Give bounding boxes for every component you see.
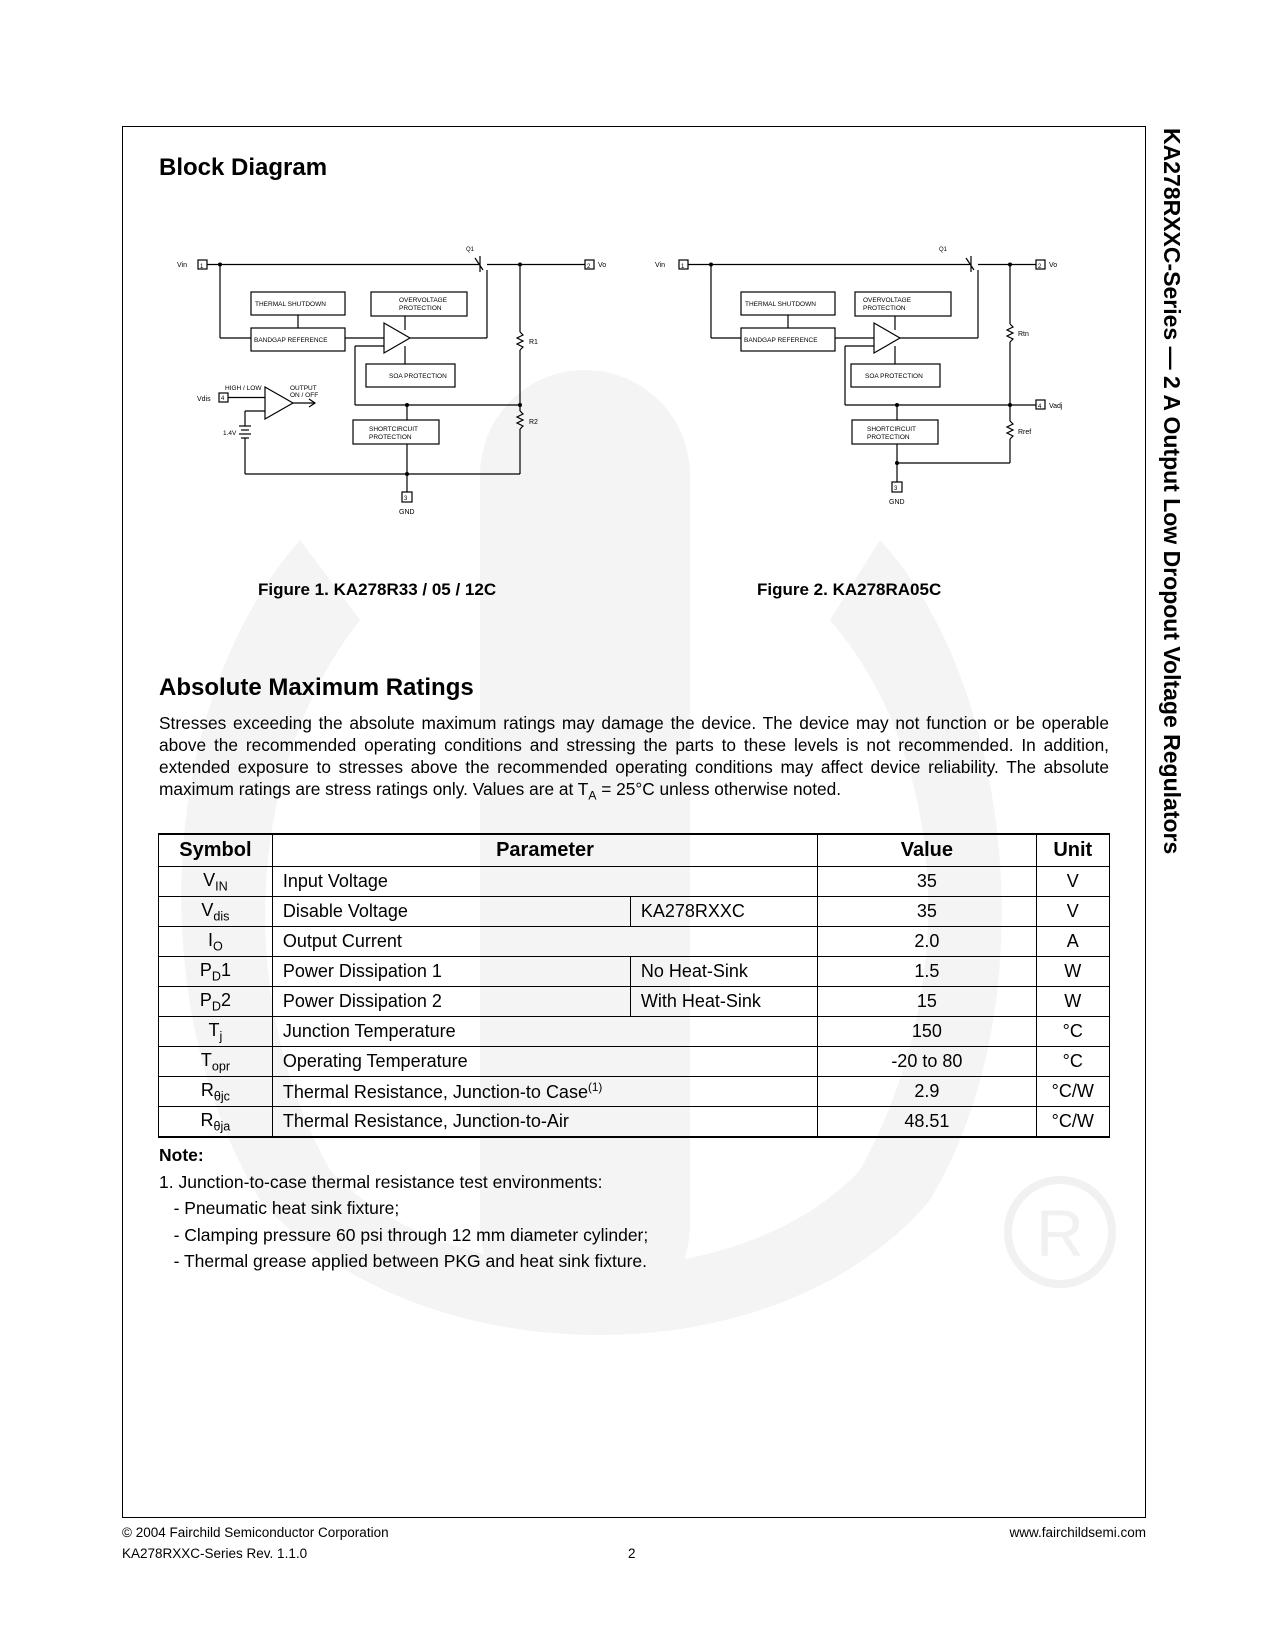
- ratings-table: [158, 833, 1110, 1138]
- fig1-output1: OUTPUT: [290, 385, 317, 392]
- fig2-ov2: PROTECTION: [863, 305, 906, 312]
- value-cell: 35: [818, 897, 1036, 927]
- fig2-rtn: Rtn: [1018, 331, 1029, 338]
- fig2-vadj: Vadj: [1049, 403, 1063, 410]
- figure2-caption: Figure 2. KA278RA05C: [757, 580, 942, 599]
- footer-page-number: 2: [628, 1546, 636, 1561]
- fig1-pin1: 1: [200, 264, 204, 270]
- fig2-gnd: GND: [889, 499, 905, 506]
- table-row: [159, 957, 1110, 987]
- table-row: [159, 927, 1110, 957]
- intro-tail: = 25°C unless otherwise noted.: [596, 779, 842, 799]
- symbol-cell: $R_{\theta ja}$: [159, 1107, 273, 1138]
- value-cell: 15: [818, 987, 1036, 1017]
- fig2-pin1: 1: [681, 264, 685, 270]
- parameter-cell: Input Voltage: [272, 867, 817, 897]
- symbol-cell: $P_D1$: [159, 957, 273, 987]
- unit-cell: A: [1036, 927, 1109, 957]
- unit-cell: V: [1036, 867, 1109, 897]
- fig2-pin3: 3: [894, 486, 898, 492]
- ratings-intro-paragraph: [159, 712, 1109, 806]
- fig1-thermal: THERMAL SHUTDOWN: [255, 301, 326, 308]
- fig1-sc2: PROTECTION: [369, 434, 412, 441]
- table-row: [159, 1047, 1110, 1077]
- parameter-cell: Thermal Resistance, Junction-to Case$^{(1)}$: [272, 1077, 817, 1107]
- unit-cell: °C: [1036, 1017, 1109, 1047]
- parameter-cell: Operating Temperature: [272, 1047, 817, 1077]
- footer-doc-rev: KA278RXXC-Series Rev. 1.1.0: [122, 1546, 308, 1561]
- fig1-vdis: Vdis: [197, 396, 211, 403]
- condition-cell: With Heat-Sink: [630, 987, 817, 1017]
- fig1-r2: R2: [529, 419, 538, 426]
- parameter-cell: Output Current: [272, 927, 817, 957]
- table-row: [159, 867, 1110, 897]
- notes-section: [159, 1142, 648, 1275]
- fig2-ov1: OVERVOLTAGE: [863, 297, 912, 304]
- figure2-diagram: [655, 247, 1115, 548]
- registered-mark: R: [1036, 1196, 1084, 1270]
- fig2-rref: Rref: [1018, 429, 1032, 436]
- unit-cell: °C/W: [1036, 1107, 1109, 1138]
- symbol-cell: $P_D2$: [159, 987, 273, 1017]
- fig1-output2: ON / OFF: [290, 392, 319, 399]
- fig1-ov2: PROTECTION: [399, 305, 442, 312]
- fig2-q1: Q1: [939, 247, 948, 253]
- fig1-bandgap: BANDGAP REFERENCE: [254, 337, 328, 344]
- absolute-max-ratings-heading: Absolute Maximum Ratings: [159, 674, 474, 701]
- note-line: 1. Junction-to-case thermal resistance test environments:: [159, 1171, 603, 1192]
- value-cell: 1.5: [818, 957, 1036, 987]
- parameter-cell: Power Dissipation 2: [272, 987, 630, 1017]
- fig1-pin4: 4: [221, 396, 225, 402]
- table-row: [159, 987, 1110, 1017]
- symbol-cell: $V_{dis}$: [159, 897, 273, 927]
- header-value: Value: [818, 834, 1036, 867]
- value-cell: 35: [818, 867, 1036, 897]
- fig1-gnd: GND: [399, 509, 415, 516]
- footer-url[interactable]: www.fairchildsemi.com: [1009, 1525, 1146, 1540]
- unit-cell: W: [1036, 987, 1109, 1017]
- fig1-vo: Vo: [598, 262, 607, 269]
- fig1-vin: Vin: [177, 262, 187, 269]
- fig2-thermal: THERMAL SHUTDOWN: [745, 301, 816, 308]
- fig1-q1: Q1: [466, 247, 475, 253]
- footer-copyright: © 2004 Fairchild Semiconductor Corporation: [122, 1525, 389, 1540]
- fig2-vo: Vo: [1049, 262, 1058, 269]
- value-cell: 2.0: [818, 927, 1036, 957]
- fig2-pin4: 4: [1038, 404, 1042, 410]
- figure1-caption: Figure 1. KA278R33 / 05 / 12C: [258, 580, 497, 599]
- side-document-title: KA278RXXC-Series — 2 A Output Low Dropout Voltage Regulators: [1159, 128, 1185, 855]
- note-title: Note:: [159, 1145, 204, 1165]
- fig1-pin3: 3: [404, 496, 408, 502]
- table-header-row: [159, 834, 1110, 867]
- symbol-cell: $R_{\theta jc}$: [159, 1077, 273, 1107]
- intro-text: Stresses exceeding the absolute maximum ratings may damage the device. The device may not function or be operable above the recommended operating conditions and stressing the parts to these levels is not recommended. In addition, extended exposure to stresses above the recommended operating conditions may affect device reliability. The absolute maximum ratings are stress ratings only. Values are at T: [159, 713, 1109, 799]
- intro-ta-subscript: A: [588, 788, 597, 803]
- fig1-pin2: 2: [587, 264, 591, 270]
- fig2-bandgap: BANDGAP REFERENCE: [744, 337, 818, 344]
- parameter-cell: Thermal Resistance, Junction-to-Air: [272, 1107, 817, 1138]
- unit-cell: °C/W: [1036, 1077, 1109, 1107]
- fig1-sc1: SHORTCIRCUIT: [369, 426, 418, 433]
- parameter-cell: Junction Temperature: [272, 1017, 817, 1047]
- fig1-soa: SOA PROTECTION: [389, 373, 447, 380]
- note-line: - Clamping pressure 60 psi through 12 mm diameter cylinder;: [159, 1224, 649, 1245]
- fig1-ov1: OVERVOLTAGE: [399, 297, 448, 304]
- symbol-cell: $V_{IN}$: [159, 867, 273, 897]
- symbol-cell: $T_{opr}$: [159, 1047, 273, 1077]
- unit-cell: V: [1036, 897, 1109, 927]
- unit-cell: W: [1036, 957, 1109, 987]
- value-cell: 150: [818, 1017, 1036, 1047]
- value-cell: 2.9: [818, 1077, 1036, 1107]
- note-line: - Pneumatic heat sink fixture;: [159, 1198, 400, 1218]
- fig2-sc1: SHORTCIRCUIT: [867, 426, 916, 433]
- value-cell: 48.51: [818, 1107, 1036, 1138]
- header-unit: Unit: [1036, 834, 1109, 867]
- note-line: - Thermal grease applied between PKG and heat sink fixture.: [159, 1251, 648, 1271]
- fig2-sc2: PROTECTION: [867, 434, 910, 441]
- symbol-cell: $I_O$: [159, 927, 273, 957]
- table-row: [159, 1017, 1110, 1047]
- condition-cell: No Heat-Sink: [630, 957, 817, 987]
- parameter-cell: Power Dissipation 1: [272, 957, 630, 987]
- fig1-r1: R1: [529, 339, 538, 346]
- header-symbol: Symbol: [159, 834, 273, 867]
- table-row: [159, 1077, 1110, 1107]
- table-row: [159, 897, 1110, 927]
- fig1-highlow: HIGH / LOW: [225, 385, 262, 392]
- header-parameter: Parameter: [272, 834, 817, 867]
- fig2-vin: Vin: [655, 262, 665, 269]
- fig1-1v4: 1.4V: [223, 430, 237, 437]
- unit-cell: °C: [1036, 1047, 1109, 1077]
- value-cell: -20 to 80: [818, 1047, 1036, 1077]
- table-row: [159, 1107, 1110, 1138]
- condition-cell: KA278RXXC: [630, 897, 817, 927]
- fig2-soa: SOA PROTECTION: [865, 373, 923, 380]
- parameter-cell: Disable Voltage: [272, 897, 630, 927]
- block-diagram-heading: Block Diagram: [159, 154, 328, 181]
- fig2-pin2: 2: [1038, 264, 1042, 270]
- symbol-cell: $T_j$: [159, 1017, 273, 1047]
- figure1-diagram: [175, 248, 625, 548]
